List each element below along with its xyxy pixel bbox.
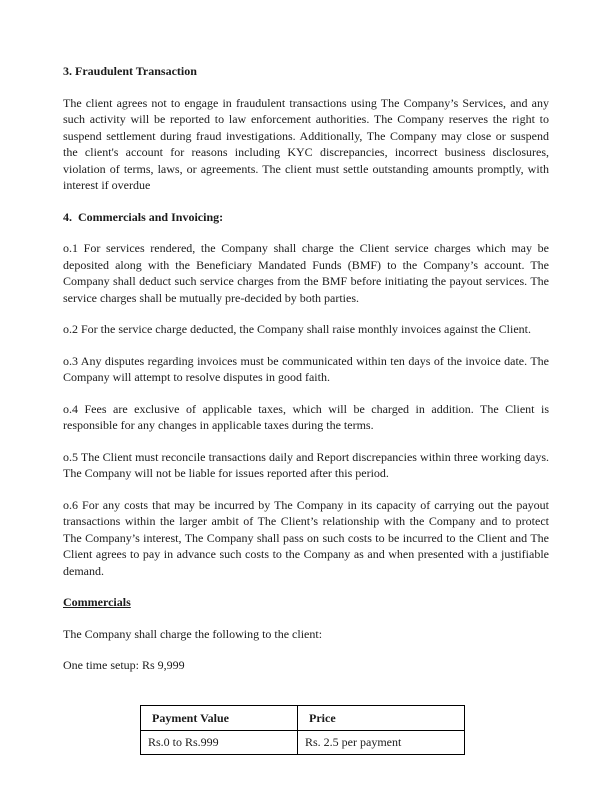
commercials-heading: Commercials bbox=[63, 595, 131, 609]
pricing-table bbox=[140, 705, 465, 755]
section-3-heading: 3. Fraudulent Transaction bbox=[63, 64, 197, 78]
pricing-table-row bbox=[141, 730, 465, 755]
price-column-header: Price bbox=[298, 706, 465, 731]
pricing-table-header-row bbox=[141, 706, 465, 731]
clause-o4-paragraph: o.4 Fees are exclusive of applicable taxes, which will be charged in addition. The Client is responsible for any changes in applicable taxes during the terms. bbox=[63, 401, 549, 432]
clause-o5-paragraph: o.5 The Client must reconcile transactions daily and Report discrepancies within three working days. The Company will not be liable for issues reported after this period. bbox=[63, 449, 549, 480]
clause-o2-paragraph: o.2 For the service charge deducted, the Company shall raise monthly invoices against the Client. bbox=[63, 322, 531, 336]
section-3-paragraph: The client agrees not to engage in fraudulent transactions using The Company’s Services, and any such activity will be reported to law enforcement authorities. The Company reserves the right to suspend settlement during fraud investigations. Additionally, The Company may close or suspend the client's account for reasons including KYC discrepancies, incorrect business disclosures, violation of terms, laws, or agreements. The client must settle outstanding amounts promptly, with interest if overdue bbox=[63, 95, 549, 192]
price-cell: Rs. 2.5 per payment bbox=[298, 730, 465, 755]
commercials-intro: The Company shall charge the following to the client: bbox=[63, 626, 323, 641]
clause-o3-paragraph: o.3 Any disputes regarding invoices must be communicated within ten days of the invoice date. The Company will attempt to resolve disputes in good faith. bbox=[63, 353, 549, 384]
payment-value-column-header: Payment Value bbox=[141, 706, 298, 731]
clause-o1-paragraph: o.1 For services rendered, the Company shall charge the Client service charges which may be deposited along with the Beneficiary Mandated Funds (BMF) to the Company’s account. The Company shall deduct such service charges from the BMF before initiating the payout services. The service charges shall be mutually pre-decided by both parties. bbox=[63, 241, 549, 305]
clause-o6-paragraph: o.6 For any costs that may be incurred by The Company in its capacity of carrying out the payout transactions within the larger ambit of The Client’s relationship with the Company and to protect The Company’s interest, The Company shall pass on such costs to be incurred to the Client and The Client agrees to pay in advance such costs to the Company as and when presented with a justifiable demand. bbox=[63, 497, 549, 578]
payment-value-cell: Rs.0 to Rs.999 bbox=[141, 730, 298, 755]
section-4-heading: 4. Commercials and Invoicing: bbox=[63, 209, 224, 224]
one-time-setup-line: One time setup: Rs 9,999 bbox=[63, 658, 185, 672]
